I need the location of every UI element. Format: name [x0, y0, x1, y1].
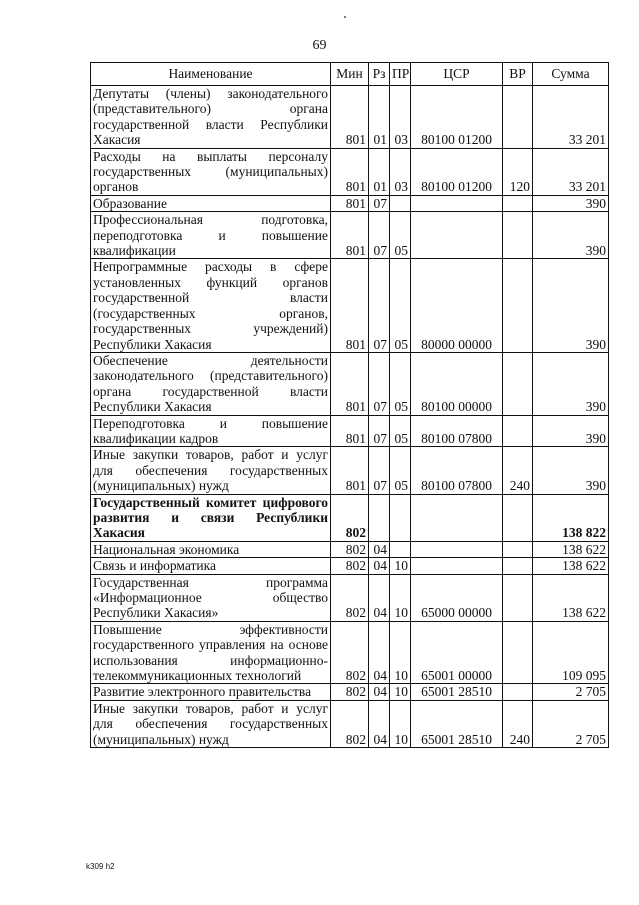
row-rz: 04	[369, 684, 390, 700]
table-row	[91, 195, 609, 211]
header-vr: ВР	[503, 63, 533, 86]
row-name: Образование	[91, 195, 331, 211]
row-rz: 01	[369, 86, 390, 149]
row-vr: 240	[503, 700, 533, 747]
row-vr	[503, 558, 533, 574]
header-sum: Сумма	[533, 63, 609, 86]
row-vr	[503, 259, 533, 352]
row-sum: 109 095	[533, 621, 609, 684]
table-row	[91, 558, 609, 574]
row-sum: 390	[533, 415, 609, 447]
budget-table	[90, 62, 609, 748]
row-pr: 10	[390, 700, 411, 747]
table-row	[91, 574, 609, 621]
table-row	[91, 700, 609, 747]
row-pr: 03	[390, 148, 411, 195]
row-rz: 07	[369, 212, 390, 259]
row-min: 801	[331, 195, 369, 211]
row-rz: 07	[369, 415, 390, 447]
header-name: Наименование	[91, 63, 331, 86]
row-csr	[411, 494, 503, 541]
row-min: 802	[331, 558, 369, 574]
table-row	[91, 621, 609, 684]
row-name: Обеспечение деятельности законодательного (представительного) органа государственной власти Республики Хакасия	[91, 352, 331, 415]
row-sum: 138 622	[533, 574, 609, 621]
scan-speck	[344, 16, 346, 18]
row-sum: 138 822	[533, 494, 609, 541]
header-csr: ЦСР	[411, 63, 503, 86]
row-name: Депутаты (члены) законодательного (представительного) органа государственной власти Республики Хакасия	[91, 86, 331, 149]
table-row	[91, 494, 609, 541]
row-csr: 65001 28510	[411, 684, 503, 700]
row-vr	[503, 621, 533, 684]
row-vr: 240	[503, 447, 533, 494]
table-row	[91, 148, 609, 195]
table-row	[91, 541, 609, 557]
row-min: 802	[331, 494, 369, 541]
row-csr: 65001 28510	[411, 700, 503, 747]
row-rz	[369, 494, 390, 541]
row-pr: 10	[390, 558, 411, 574]
row-pr: 03	[390, 86, 411, 149]
row-sum: 33 201	[533, 148, 609, 195]
row-vr	[503, 195, 533, 211]
row-vr	[503, 494, 533, 541]
row-name: Государственная программа «Информационное общество Республики Хакасия»	[91, 574, 331, 621]
row-min: 801	[331, 352, 369, 415]
row-rz: 07	[369, 352, 390, 415]
row-pr	[390, 541, 411, 557]
row-sum: 2 705	[533, 700, 609, 747]
header-pr: ПР	[390, 63, 411, 86]
row-sum: 390	[533, 195, 609, 211]
row-min: 801	[331, 86, 369, 149]
row-csr	[411, 212, 503, 259]
row-name: Национальная экономика	[91, 541, 331, 557]
table-row	[91, 447, 609, 494]
row-min: 801	[331, 447, 369, 494]
row-min: 802	[331, 621, 369, 684]
row-rz: 04	[369, 574, 390, 621]
table-row	[91, 259, 609, 352]
row-name: Связь и информатика	[91, 558, 331, 574]
table-row	[91, 212, 609, 259]
row-sum: 390	[533, 212, 609, 259]
row-pr: 10	[390, 574, 411, 621]
row-rz: 04	[369, 541, 390, 557]
row-sum: 138 622	[533, 541, 609, 557]
row-csr	[411, 541, 503, 557]
row-vr: 120	[503, 148, 533, 195]
row-name: Непрограммные расходы в сфере установленных функций органов государственной власти (государственных органов, государственных учреждений) Республики Хакасия	[91, 259, 331, 352]
page-number: 69	[312, 38, 327, 53]
row-csr: 80100 01200	[411, 86, 503, 149]
table-header-row	[91, 63, 609, 86]
row-rz: 07	[369, 447, 390, 494]
row-rz: 04	[369, 700, 390, 747]
row-vr	[503, 352, 533, 415]
row-min: 801	[331, 259, 369, 352]
row-sum: 138 622	[533, 558, 609, 574]
row-min: 802	[331, 684, 369, 700]
row-pr	[390, 494, 411, 541]
row-vr	[503, 541, 533, 557]
row-min: 801	[331, 415, 369, 447]
row-vr	[503, 415, 533, 447]
row-csr: 65001 00000	[411, 621, 503, 684]
row-rz: 07	[369, 195, 390, 211]
row-rz: 04	[369, 621, 390, 684]
row-rz: 07	[369, 259, 390, 352]
row-pr: 05	[390, 415, 411, 447]
row-min: 802	[331, 541, 369, 557]
row-pr: 05	[390, 447, 411, 494]
row-name: Иные закупки товаров, работ и услуг для обеспечения государственных (муниципальных) нужд	[91, 447, 331, 494]
row-csr: 80100 07800	[411, 447, 503, 494]
row-pr: 10	[390, 684, 411, 700]
row-rz: 01	[369, 148, 390, 195]
row-vr	[503, 212, 533, 259]
table-row	[91, 684, 609, 700]
row-min: 801	[331, 212, 369, 259]
row-min: 802	[331, 574, 369, 621]
row-name: Расходы на выплаты персоналу государственных (муниципальных) органов	[91, 148, 331, 195]
header-min: Мин	[331, 63, 369, 86]
row-sum: 390	[533, 447, 609, 494]
row-csr: 65000 00000	[411, 574, 503, 621]
row-vr	[503, 86, 533, 149]
table-body	[91, 86, 609, 748]
row-pr: 05	[390, 212, 411, 259]
row-name: Государственный комитет цифрового развития и связи Республики Хакасия	[91, 494, 331, 541]
row-sum: 2 705	[533, 684, 609, 700]
footer-code: k309 h2	[86, 862, 115, 871]
row-name: Переподготовка и повышение квалификации кадров	[91, 415, 331, 447]
row-name: Профессиональная подготовка, переподготовка и повышение квалификации	[91, 212, 331, 259]
row-pr: 10	[390, 621, 411, 684]
row-pr: 05	[390, 352, 411, 415]
row-csr: 80100 07800	[411, 415, 503, 447]
row-min: 802	[331, 700, 369, 747]
row-pr	[390, 195, 411, 211]
table-row	[91, 86, 609, 149]
row-name: Развитие электронного правительства	[91, 684, 331, 700]
row-rz: 04	[369, 558, 390, 574]
table-row	[91, 415, 609, 447]
row-csr: 80100 00000	[411, 352, 503, 415]
row-sum: 390	[533, 352, 609, 415]
row-name: Повышение эффективности государственного управления на основе использования информационно-телекоммуникационных технологий	[91, 621, 331, 684]
header-rz: Рз	[369, 63, 390, 86]
row-name: Иные закупки товаров, работ и услуг для обеспечения государственных (муниципальных) нужд	[91, 700, 331, 747]
row-vr	[503, 684, 533, 700]
row-min: 801	[331, 148, 369, 195]
row-csr: 80000 00000	[411, 259, 503, 352]
row-vr	[503, 574, 533, 621]
row-pr: 05	[390, 259, 411, 352]
table-row	[91, 352, 609, 415]
row-csr: 80100 01200	[411, 148, 503, 195]
row-csr	[411, 195, 503, 211]
row-csr	[411, 558, 503, 574]
row-sum: 33 201	[533, 86, 609, 149]
row-sum: 390	[533, 259, 609, 352]
